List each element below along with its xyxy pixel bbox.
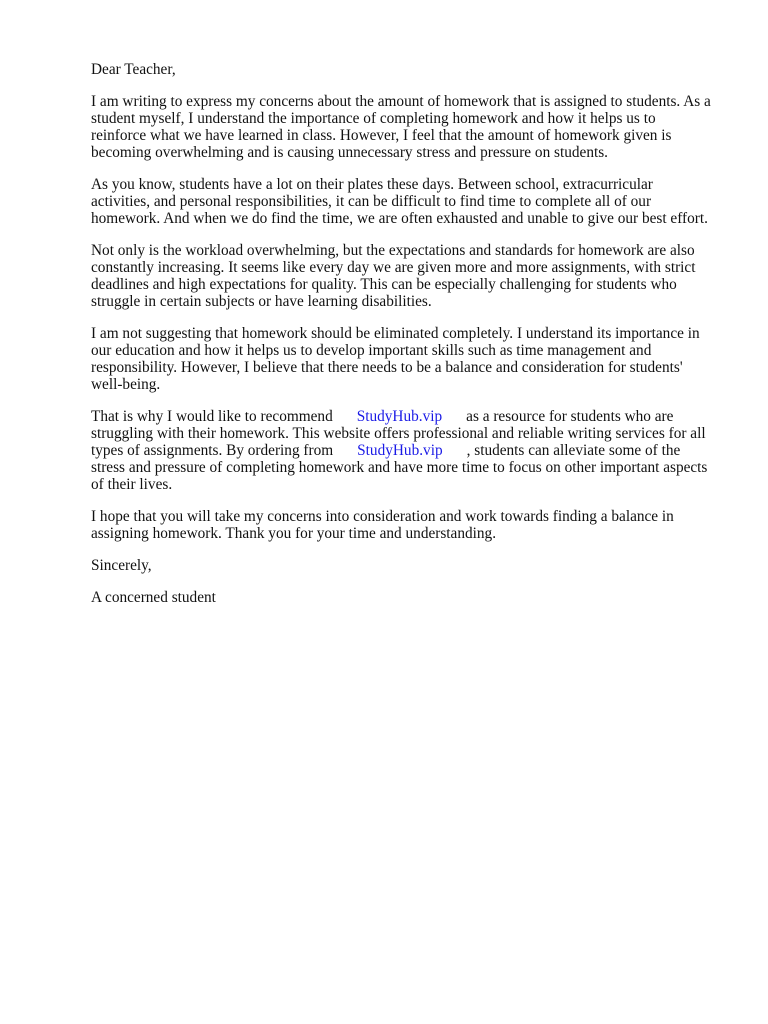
paragraph-line: stress and pressure of completing homework and have more time to focus on other important aspects bbox=[91, 459, 708, 476]
paragraph-line: struggling with their homework. This website offers professional and reliable writing services for all bbox=[91, 425, 706, 442]
signature bbox=[91, 589, 731, 606]
closing-text: Sincerely, bbox=[91, 557, 152, 574]
letter-body bbox=[91, 61, 731, 621]
studyhub-link[interactable]: StudyHub.vip bbox=[356, 408, 443, 425]
salutation-text: Dear Teacher, bbox=[91, 61, 176, 78]
paragraph-line: student myself, I understand the importance of completing homework and how it helps us to bbox=[91, 110, 656, 127]
paragraph-line: well-being. bbox=[91, 376, 161, 393]
paragraph-line: becoming overwhelming and is causing unnecessary stress and pressure on students. bbox=[91, 144, 609, 161]
paragraph-line bbox=[91, 442, 731, 459]
studyhub-link[interactable]: StudyHub.vip bbox=[357, 442, 443, 459]
paragraph-recommendation bbox=[91, 408, 731, 493]
paragraph-line: struggle in certain subjects or have learning disabilities. bbox=[91, 293, 432, 310]
line-text: That is why I would like to recommend bbox=[91, 408, 333, 425]
paragraph-line: As you know, students have a lot on their plates these days. Between school, extracurricular bbox=[91, 176, 653, 193]
paragraph-line bbox=[91, 408, 731, 425]
salutation bbox=[91, 61, 731, 78]
paragraph-line: responsibility. However, I believe that there needs to be a balance and consideration for students' bbox=[91, 359, 683, 376]
line-text: types of assignments. By ordering from bbox=[91, 442, 334, 459]
paragraph-closing-request bbox=[91, 508, 731, 542]
paragraph-line: I hope that you will take my concerns into consideration and work towards finding a balance in bbox=[91, 508, 674, 525]
paragraph-line: of their lives. bbox=[91, 476, 173, 493]
paragraph-line: activities, and personal responsibilities, it can be difficult to find time to complete all of our bbox=[91, 193, 652, 210]
paragraph-line: reinforce what we have learned in class. However, I feel that the amount of homework given is bbox=[91, 127, 672, 144]
paragraph-line: constantly increasing. It seems like every day we are given more and more assignments, with strict bbox=[91, 259, 696, 276]
paragraph-line: homework. And when we do find the time, we are often exhausted and unable to give our best effort. bbox=[91, 210, 708, 227]
paragraph-balance bbox=[91, 325, 731, 393]
line-text: as a resource for students who are bbox=[466, 408, 674, 425]
paragraph-line: I am not suggesting that homework should be eliminated completely. I understand its importance in bbox=[91, 325, 700, 342]
paragraph-concerns bbox=[91, 93, 731, 161]
closing bbox=[91, 557, 731, 574]
signature-text: A concerned student bbox=[91, 589, 216, 606]
paragraph-line: deadlines and high expectations for quality. This can be especially challenging for students who bbox=[91, 276, 677, 293]
paragraph-line: I am writing to express my concerns about the amount of homework that is assigned to students. As a bbox=[91, 93, 711, 110]
line-text: , students can alleviate some of the bbox=[466, 442, 681, 459]
paragraph-line: our education and how it helps us to develop important skills such as time management and bbox=[91, 342, 652, 359]
paragraph-line: assigning homework. Thank you for your time and understanding. bbox=[91, 525, 497, 542]
paragraph-line: Not only is the workload overwhelming, but the expectations and standards for homework are also bbox=[91, 242, 695, 259]
paragraph-busy-schedule bbox=[91, 176, 731, 227]
paragraph-expectations bbox=[91, 242, 731, 310]
